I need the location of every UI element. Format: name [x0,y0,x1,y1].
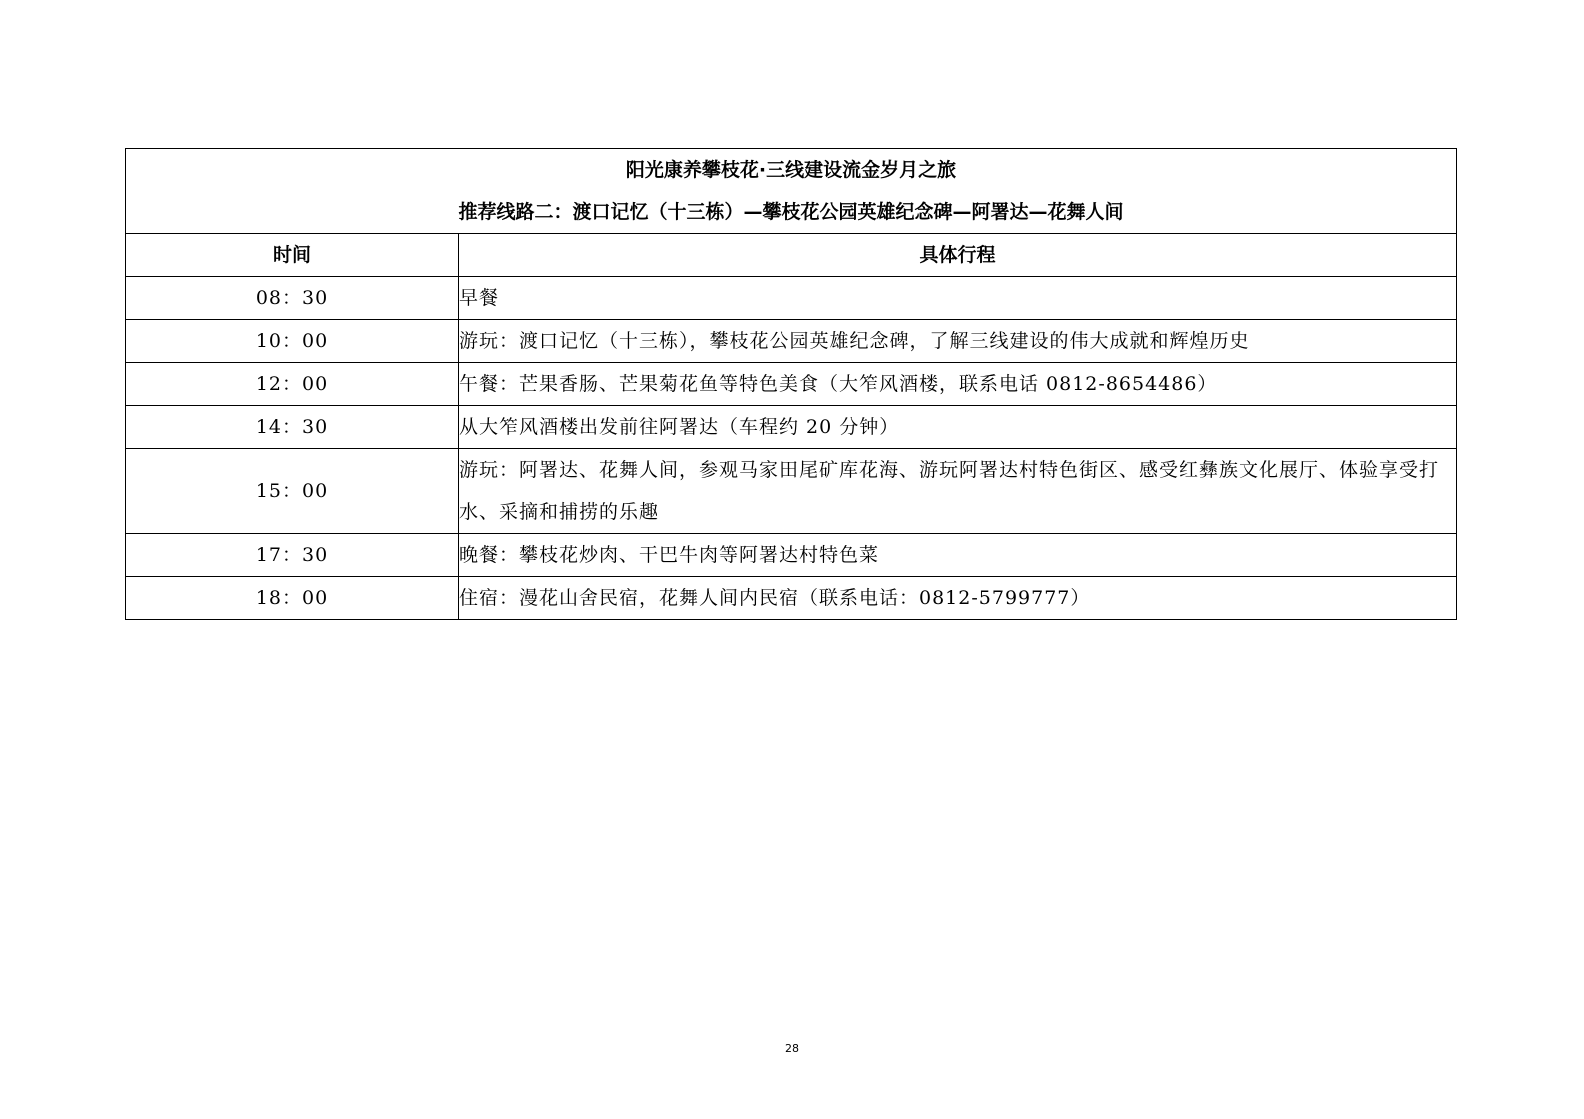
itinerary-table [125,148,1457,620]
table-row [126,406,1457,449]
route-subtitle: 推荐线路二：渡口记忆（十三栋）—攀枝花公园英雄纪念碑—阿署达—花舞人间 [458,201,1124,223]
row-detail: 晚餐：攀枝花炒肉、干巴牛肉等阿署达村特色菜 [459,534,1457,577]
page-number: 28 [785,1042,799,1055]
title-cell [126,149,1457,234]
row-detail: 游玩：渡口记忆（十三栋），攀枝花公园英雄纪念碑，了解三线建设的伟大成就和辉煌历史 [459,320,1457,363]
row-detail: 早餐 [459,277,1457,320]
header-time: 时间 [126,234,459,277]
row-detail: 游玩：阿署达、花舞人间，参观马家田尾矿库花海、游玩阿署达村特色街区、感受红彝族文化展厅、体验享受打水、采摘和捕捞的乐趣 [459,449,1457,534]
table-row [126,277,1457,320]
table-row [126,577,1457,620]
table-row [126,363,1457,406]
row-time: 12：00 [126,363,459,406]
route-title: 阳光康养攀枝花·三线建设流金岁月之旅 [625,159,957,181]
row-detail: 住宿：漫花山舍民宿，花舞人间内民宿（联系电话：0812-5799777） [459,577,1457,620]
header-row [126,234,1457,277]
row-time: 18：00 [126,577,459,620]
header-detail: 具体行程 [459,234,1457,277]
row-time: 15：00 [126,449,459,534]
title-row [126,149,1457,234]
table-row [126,534,1457,577]
table-row [126,320,1457,363]
row-time: 14：30 [126,406,459,449]
row-time: 17：30 [126,534,459,577]
row-time: 10：00 [126,320,459,363]
table-row [126,449,1457,534]
row-detail: 午餐：芒果香肠、芒果菊花鱼等特色美食（大笮风酒楼，联系电话 0812-8654486） [459,363,1457,406]
row-detail: 从大笮风酒楼出发前往阿署达（车程约 20 分钟） [459,406,1457,449]
row-time: 08：30 [126,277,459,320]
